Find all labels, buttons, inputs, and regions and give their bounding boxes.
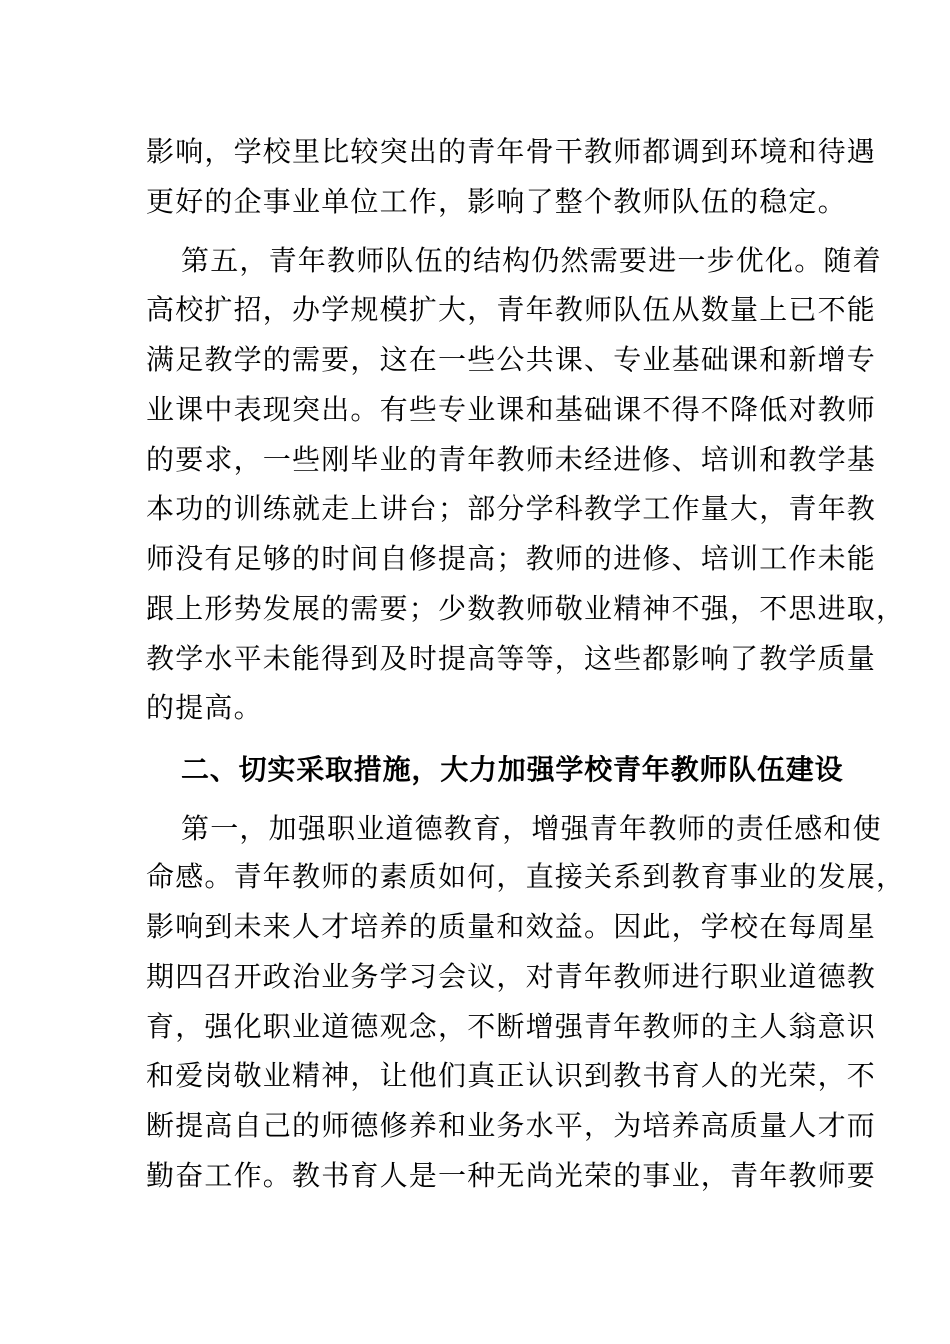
text-line: 期四召开政治业务学习会议，对青年教师进行职业道德教 (146, 960, 877, 993)
paragraph-line-first: 第五，青年教师队伍的结构仍然需要进一步优化。随着 (181, 244, 882, 277)
text-line: 满足教学的需要，这在一些公共课、专业基础课和新增专 (146, 343, 877, 376)
section-heading: 二、切实采取措施，大力加强学校青年教师队伍建设 (181, 753, 844, 786)
text-line: 师没有足够的时间自修提高；教师的进修、培训工作未能 (146, 542, 877, 575)
text-line: 断提高自己的师德修养和业务水平，为培养高质量人才而 (146, 1109, 877, 1142)
text-line: 更好的企事业单位工作，影响了整个教师队伍的稳定。 (146, 185, 847, 218)
text-line: 命感。青年教师的素质如何，直接关系到教育事业的发展， (146, 860, 906, 893)
text-line: 的提高。 (146, 691, 263, 724)
text-line: 和爱岗敬业精神，让他们真正认识到教书育人的光荣，不 (146, 1059, 877, 1092)
text-line: 的要求，一些刚毕业的青年教师未经进修、培训和教学基 (146, 443, 877, 476)
text-line: 育，强化职业道德观念，不断增强青年教师的主人翁意识 (146, 1010, 877, 1043)
text-line: 高校扩招，办学规模扩大，青年教师队伍从数量上已不能 (146, 293, 877, 326)
paragraph-line-first: 第一，加强职业道德教育，增强青年教师的责任感和使 (181, 812, 882, 845)
text-line: 影响到未来人才培养的质量和效益。因此，学校在每周星 (146, 910, 877, 943)
text-line: 影响，学校里比较突出的青年骨干教师都调到环境和待遇 (146, 135, 877, 168)
text-line: 跟上形势发展的需要；少数教师敬业精神不强，不思进取， (146, 592, 906, 625)
text-line: 本功的训练就走上讲台；部分学科教学工作量大，青年教 (146, 492, 877, 525)
text-line: 业课中表现突出。有些专业课和基础课不得不降低对教师 (146, 393, 877, 426)
text-line: 教学水平未能得到及时提高等等，这些都影响了教学质量 (146, 642, 877, 675)
text-line: 勤奋工作。教书育人是一种无尚光荣的事业，青年教师要 (146, 1159, 877, 1192)
